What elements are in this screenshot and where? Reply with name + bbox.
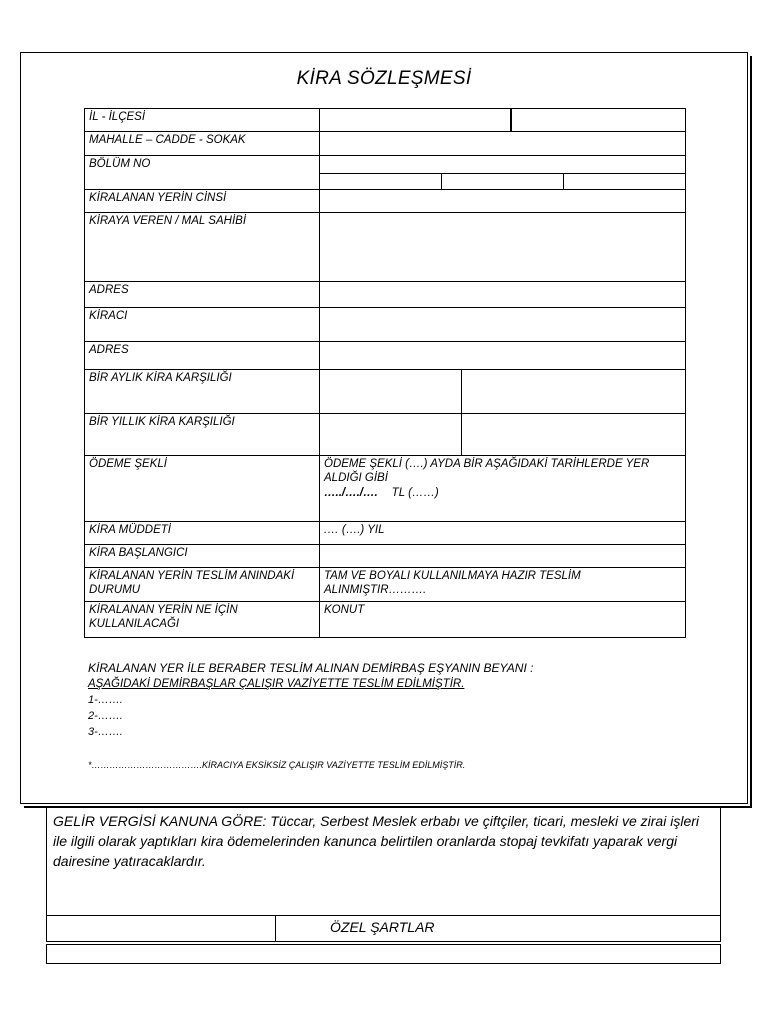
- row-label-adres-2: ADRES: [85, 342, 320, 370]
- row-label-il-ilcesi: İL - İLÇESİ: [85, 109, 320, 132]
- field-kiraya-veren[interactable]: [320, 213, 686, 282]
- ozel-sartlar-field[interactable]: [46, 944, 721, 964]
- table-row: [85, 370, 686, 414]
- row-label-baslangic: KİRA BAŞLANGICI: [85, 545, 320, 568]
- declaration-heading: KİRALANAN YER İLE BERABER TESLİM ALINAN DEMİRBAŞ EŞYANIN BEYANI :: [88, 661, 534, 675]
- field-adres-2[interactable]: [320, 342, 686, 370]
- table-row: [85, 414, 686, 456]
- row-label-yillik: BİR YILLIK KİRA KARŞILIĞI: [85, 414, 320, 456]
- row-label-kullanim: KİRALANAN YERİN NE İÇİN KULLANILACAĞI: [85, 602, 320, 638]
- field-odeme[interactable]: [320, 456, 686, 522]
- page-title: KİRA SÖZLEŞMESİ: [296, 68, 472, 89]
- table-row: [85, 522, 686, 545]
- field-mahalle[interactable]: [320, 132, 686, 156]
- field-adres-1[interactable]: [320, 282, 686, 308]
- table-row: [85, 190, 686, 213]
- table-row: [85, 568, 686, 602]
- table-row: [85, 109, 686, 132]
- contract-table: [84, 108, 686, 638]
- field-kiraci[interactable]: [320, 308, 686, 342]
- odeme-text: ÖDEME ŞEKLİ (….) AYDA BİR AŞAĞIDAKİ TARİHLERDE YER ALDIĞI GİBİ: [324, 458, 650, 484]
- declaration-subheading: AŞAĞIDAKİ DEMİRBAŞLAR ÇALIŞIR VAZİYETTE TESLİM EDİLMİŞTİR.: [88, 678, 465, 690]
- field-yer-cinsi[interactable]: [320, 190, 686, 213]
- equipment-declaration: [88, 660, 688, 740]
- table-row: [85, 456, 686, 522]
- field-muddet[interactable]: .… (….) YIL: [320, 522, 686, 545]
- declaration-item: 3-…….: [88, 726, 123, 738]
- row-label-kiraci: KİRACI: [85, 308, 320, 342]
- table-row: [85, 213, 686, 282]
- row-label-yer-cinsi: KİRALANAN YERİN CİNSİ: [85, 190, 320, 213]
- row-label-kiraya-veren: KİRAYA VEREN / MAL SAHİBİ: [85, 213, 320, 282]
- row-label-odeme: ÖDEME ŞEKLİ: [85, 456, 320, 522]
- row-label-muddet: KİRA MÜDDETİ: [85, 522, 320, 545]
- field-il-ilcesi[interactable]: [320, 109, 686, 132]
- table-row: [85, 602, 686, 638]
- row-label-aylik: BİR AYLIK KİRA KARŞILIĞI: [85, 370, 320, 414]
- field-bolum-no[interactable]: [320, 156, 686, 190]
- odeme-date: …../…./….: [324, 487, 378, 499]
- row-label-bolum-no: BÖLÜM NO: [85, 156, 320, 190]
- field-aylik[interactable]: [320, 370, 686, 414]
- row-label-adres-1: ADRES: [85, 282, 320, 308]
- tax-notice: GELİR VERGİSİ KANUNA GÖRE: Tüccar, Serbest Meslek erbabı ve çiftçiler, ticari, mesleki ve zirai işleri ile ilgili olarak yaptıkları kira ödemelerinden kanunca belirtilen oranlarda stopaj tevkifatı yaparak vergi dairesine yatıracaklardır.: [46, 806, 721, 916]
- field-baslangic[interactable]: [320, 545, 686, 568]
- table-row: [85, 342, 686, 370]
- table-row: [85, 156, 686, 190]
- odeme-amount: TL (……): [391, 487, 439, 499]
- table-row: [85, 545, 686, 568]
- declaration-item: 1-…….: [88, 694, 123, 706]
- row-label-mahalle: MAHALLE – CADDE - SOKAK: [85, 132, 320, 156]
- ozel-left-cell: [46, 916, 276, 942]
- declaration-item: 2-…….: [88, 710, 123, 722]
- ozel-sartlar-heading: ÖZEL ŞARTLAR: [275, 916, 721, 942]
- table-row: [85, 308, 686, 342]
- field-teslim[interactable]: TAM VE BOYALI KULLANILMAYA HAZIR TESLİM ALINMIŞTIR……….: [320, 568, 686, 602]
- field-kullanim[interactable]: KONUT: [320, 602, 686, 638]
- field-yillik[interactable]: [320, 414, 686, 456]
- table-row: [85, 282, 686, 308]
- declaration-note: *……………………………….KİRACIYA EKSİKSİZ ÇALIŞIR VAZİYETTE TESLİM EDİLMİŞTİR.: [88, 760, 466, 770]
- row-label-teslim: KİRALANAN YERİN TESLİM ANINDAKİ DURUMU: [85, 568, 320, 602]
- table-row: [85, 132, 686, 156]
